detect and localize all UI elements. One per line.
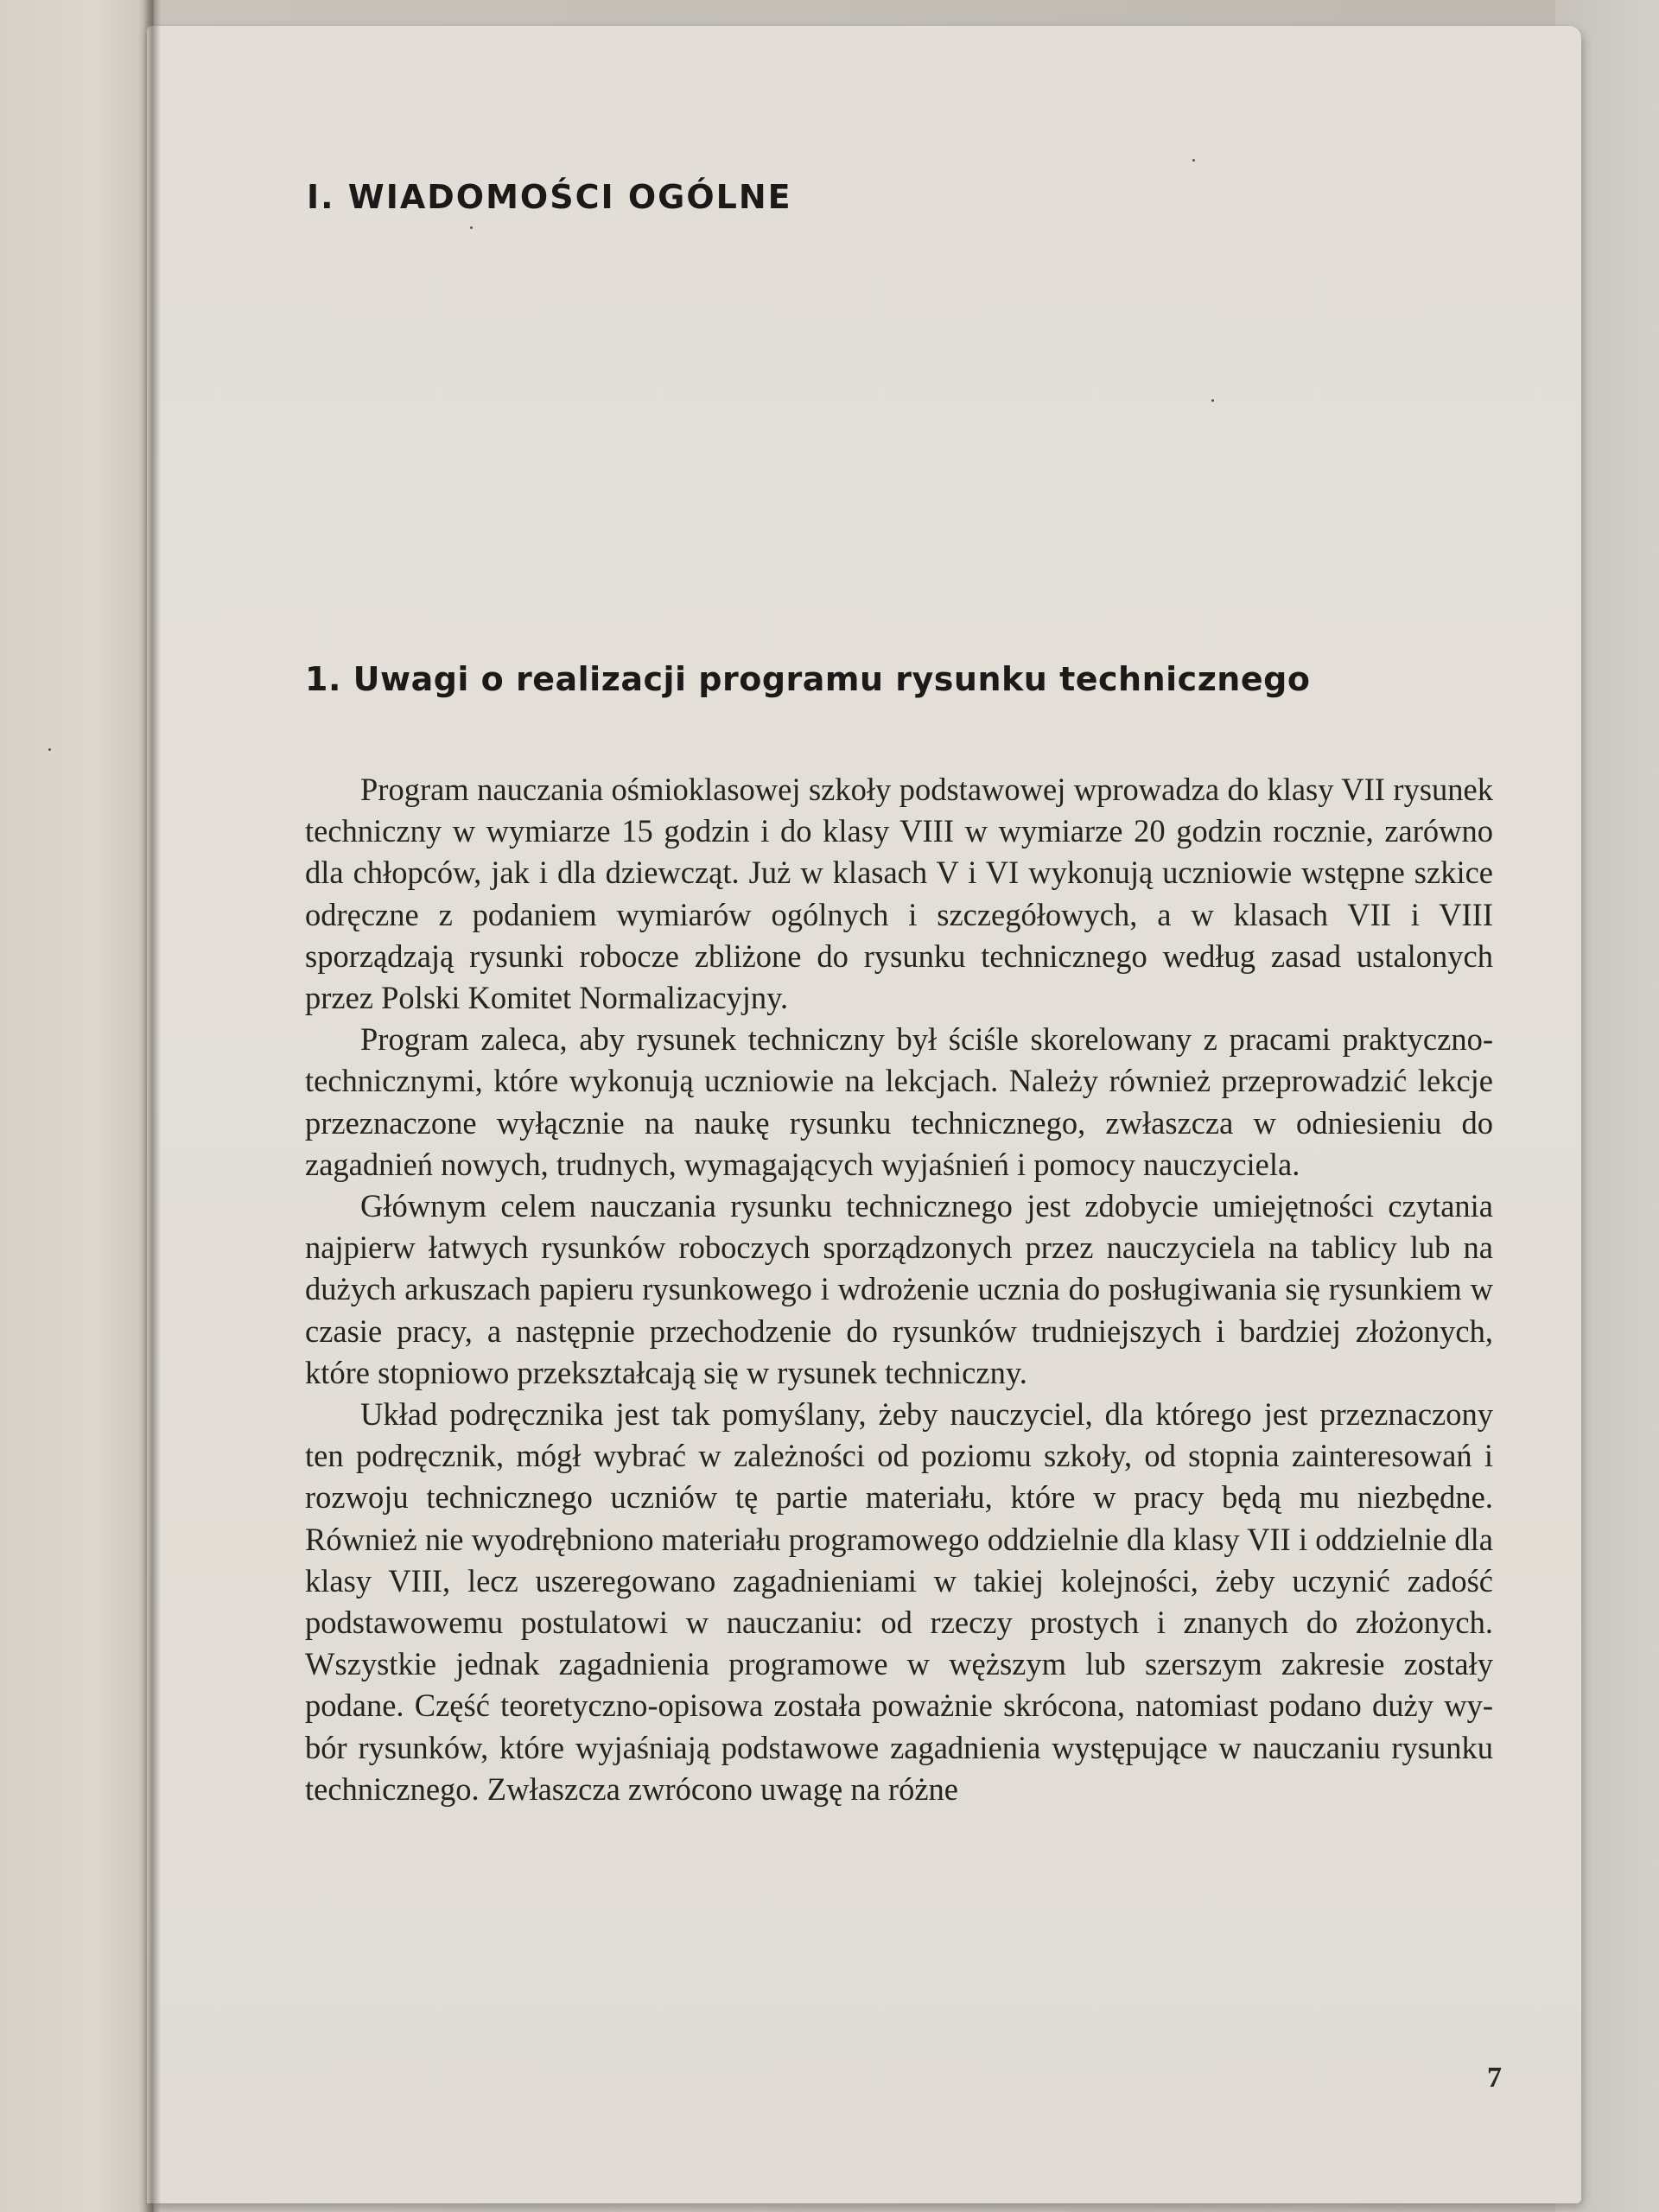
paper-speck [1211,399,1214,402]
paragraph: Program zaleca, aby rysunek techniczny był ściśle skorelowany z pracami praktyczno-technicznymi, które wykonują uczniowie na lekcjach. Należy również przeprowadzić lekcje przeznaczone wyłącznie na naukę rysunku technicznego, zwłaszcza w odniesieniu do zagadnień nowych, trudnych, wymagających wyjaśnień i pomocy nauczyciela. [305,1021,1493,1182]
paper-speck [470,226,473,229]
paragraph: Program nauczania ośmioklasowej szkoły podstawowej wprowadza do klasy VII rysunek techniczny w wymiarze 15 godzin i do klasy VIII w wymiarze 20 godzin rocznie, zarówno dla chłopców, jak i dla dziewcząt. Już w klasach V i VI wykonują uczniowie wstępne szkice odręczne z podaniem wymiarów ogólnych i szczegółowych, a w klasach VII i VIII sporządzają rysunki robocze zbliżone do rysunku technicznego według zasad ustalonych przez Polski Komitet Normalizacyjny. [305,772,1493,1016]
paper-speck [48,748,51,751]
chapter-title: I. WIADOMOŚCI OGÓLNE [307,178,792,216]
paragraph: Głównym celem nauczania rysunku technicznego jest zdobycie umiejętności czytania najpierw łatwych rysunków roboczych sporządzonych przez nauczyciela na tablicy lub na dużych arkuszach papieru rysunkowego i wdrożenie ucznia do posługiwania się rysunkiem w czasie pracy, a następnie przechodzenie do rysunków trudniejszych i bardziej złożonych, które stopniowo przekształcają się w rysunek techniczny. [305,1188,1493,1390]
page-number: 7 [1487,2062,1502,2094]
previous-page-edge [0,0,154,2212]
paper-speck [1192,159,1195,162]
paragraph: Układ podręcznika jest tak pomyślany, żeby nauczyciel, dla którego jest przeznaczony ten podręcznik, mógł wybrać w zależności od poziomu szkoły, od stopnia zainteresowań i rozwoju technicznego uczniów tę partie materiału, które w pracy będą mu niezbędne. Również nie wyodrębniono materiału programowego oddzielnie dla klasy VII i oddzielnie dla klasy VIII, lecz uszeregowano zagadnieniami w takiej kolejności, żeby uczynić zadość podstawowemu postulatowi w nauczaniu: od rzeczy prostych i znanych do złożonych. Wszystkie jednak zagadnienia programowe w węższym lub szerszym zakresie zostały podane. Część teoretyczno-opisowa została poważnie skrócona, natomiast podano duży wybór rysunków, które wyjaśniają podstawowe zagadnienia występujące w nauczaniu rysunku technicznego. Zwłaszcza zwrócono uwagę na różne [305,1396,1493,1807]
book-page [147,26,1581,2203]
section-title: 1. Uwagi o realizacji programu rysunku technicznego [305,660,1311,698]
book-spine-shadow [143,0,161,2212]
body-text [305,769,1493,1810]
